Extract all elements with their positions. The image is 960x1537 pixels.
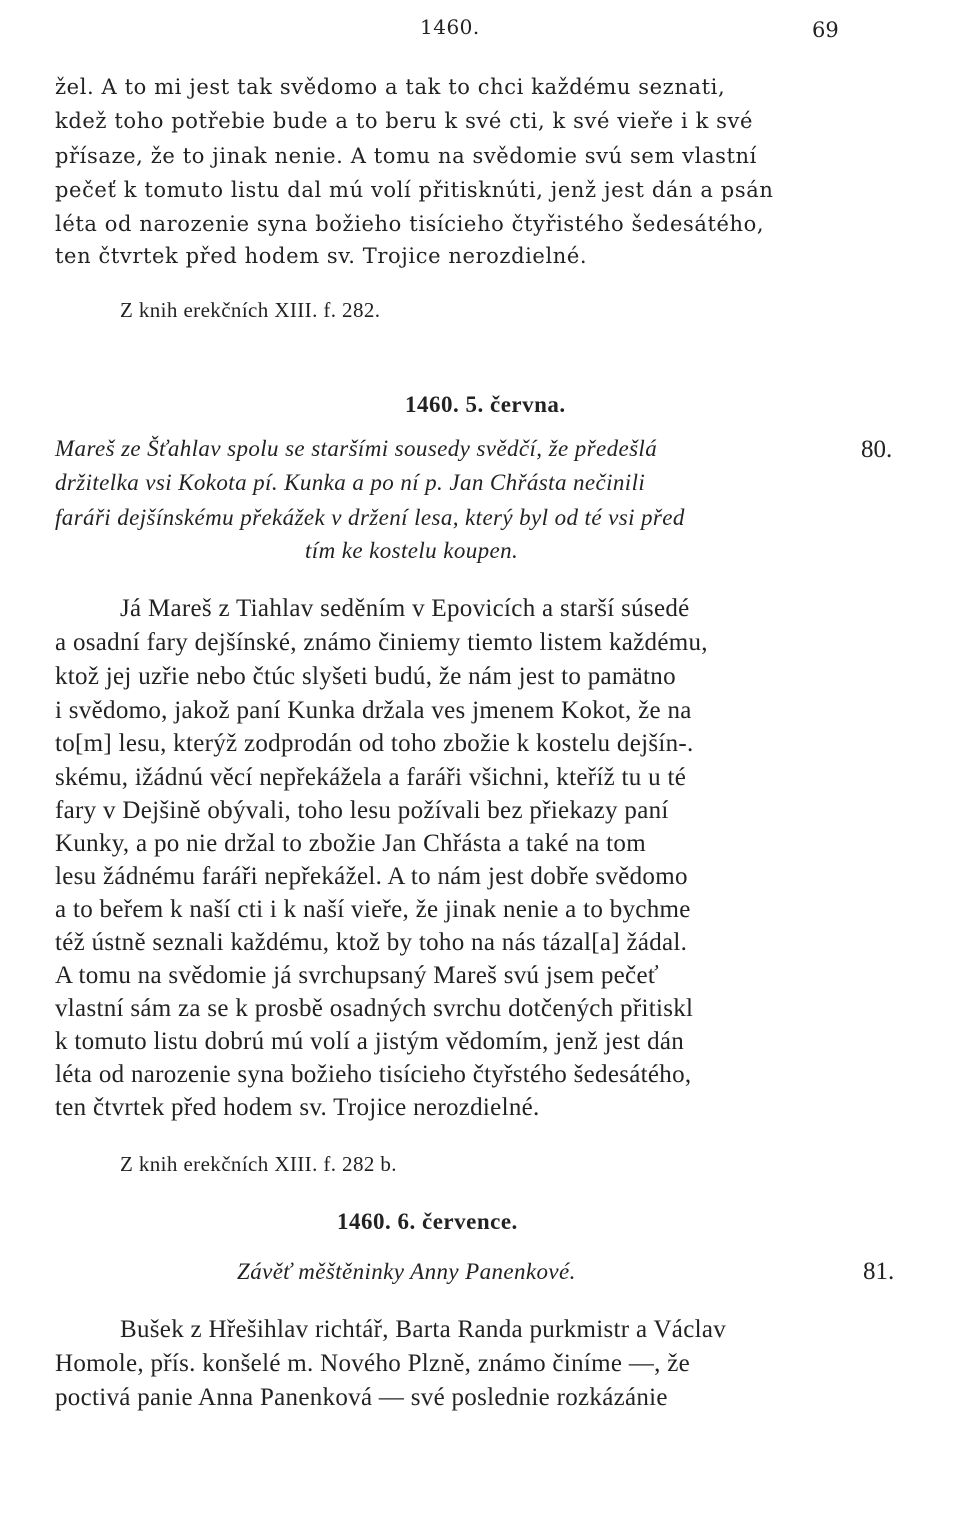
- text-line: Já Mareš z Tiahlav seděním v Epovicích a starší súsedé: [120, 595, 690, 622]
- source-reference: Z knih erekčních XIII. f. 282 b.: [120, 1152, 397, 1176]
- text-line: ktož jej uzřie nebo čtúc slyšeti budú, že nám jest to pamätno: [55, 663, 676, 690]
- entry-number: 80.: [861, 436, 893, 463]
- text-line: a osadní fary dejšínské, známo činiemy tiemto listem každému,: [55, 629, 708, 656]
- text-line: přísaze, že to jinak nenie. A tomu na svědomie svú sem vlastní: [55, 144, 757, 168]
- entry-summary-line: tím ke kostelu koupen.: [305, 538, 519, 563]
- entry-summary-line: Mareš ze Šťahlav spolu se staršími sousedy svědčí, že předešlá: [55, 436, 658, 461]
- text-line: též ústně seznali každému, ktož by toho na nás tázal[a] žádal.: [55, 929, 688, 956]
- text-line: pečeť k tomuto listu dal mú volí přitisknúti, jenž jest dán a psán: [55, 178, 774, 202]
- text-line: to[m] lesu, kterýž zodprodán od toho zbožie k kostelu dejšín-.: [55, 730, 694, 757]
- text-line: Bušek z Hřešihlav richtář, Barta Randa purkmistr a Václav: [120, 1316, 727, 1343]
- text-line: poctivá panie Anna Panenková — své poslednie rozkázánie: [55, 1384, 668, 1411]
- text-line: skému, ižádnú věcí nepřekážela a faráři všichni, kteříž tu u té: [55, 764, 687, 791]
- text-line: A tomu na svědomie já svrchupsaný Mareš svú jsem pečeť: [55, 962, 659, 989]
- text-line: žel. A to mi jest tak svědomo a tak to chci každému seznati,: [55, 75, 726, 99]
- text-line: k tomuto listu dobrú mú volí a jistým vědomím, jenž jest dán: [55, 1028, 685, 1055]
- text-line: vlastní sám za se k prosbě osadných svrchu dotčených přitiskl: [55, 995, 694, 1022]
- entry-date: 1460. 5. června.: [405, 392, 566, 417]
- text-line: Kunky, a po nie držal to zbožie Jan Chřásta a také na tom: [55, 830, 646, 857]
- entry-number: 81.: [863, 1258, 895, 1285]
- entry-summary-line: Závěť měštěninky Anny Panenkové.: [237, 1259, 576, 1284]
- text-line: léta od narozenie syna božieho tisícieho čtyřistého šedesátého,: [55, 212, 765, 236]
- entry-summary-line: faráři dejšínskému překážek v držení lesa, který byl od té vsi před: [55, 505, 685, 530]
- text-line: ten čtvrtek před hodem sv. Trojice nerozdielné.: [55, 1094, 540, 1121]
- source-reference: Z knih erekčních XIII. f. 282.: [120, 298, 381, 322]
- entry-date: 1460. 6. července.: [337, 1209, 518, 1234]
- text-line: i svědomo, jakož paní Kunka držala ves jmenem Kokot, že na: [55, 697, 692, 724]
- entry-summary-line: držitelka vsi Kokota pí. Kunka a po ní p. Jan Chřásta nečinili: [55, 470, 646, 495]
- text-line: kdež toho potřebie bude a to beru k své cti, k své vieře i k své: [55, 109, 754, 133]
- text-line: a to beřem k naší cti i k naší vieře, že jinak nenie a to bychme: [55, 896, 691, 923]
- text-line: lesu žádnému faráři nepřekážel. A to nám jest dobře svědomo: [55, 863, 688, 890]
- running-header-year: 1460.: [420, 15, 480, 39]
- text-line: ten čtvrtek před hodem sv. Trojice nerozdielné.: [55, 244, 588, 268]
- text-line: léta od narozenie syna božieho tisícieho čtyřstého šedesátého,: [55, 1061, 692, 1088]
- page-number: 69: [812, 18, 839, 42]
- text-line: Homole, přís. konšelé m. Nového Plzně, známo činíme —, že: [55, 1350, 691, 1377]
- text-line: fary v Dejšině obývali, toho lesu požívali bez přiekazy paní: [55, 797, 669, 824]
